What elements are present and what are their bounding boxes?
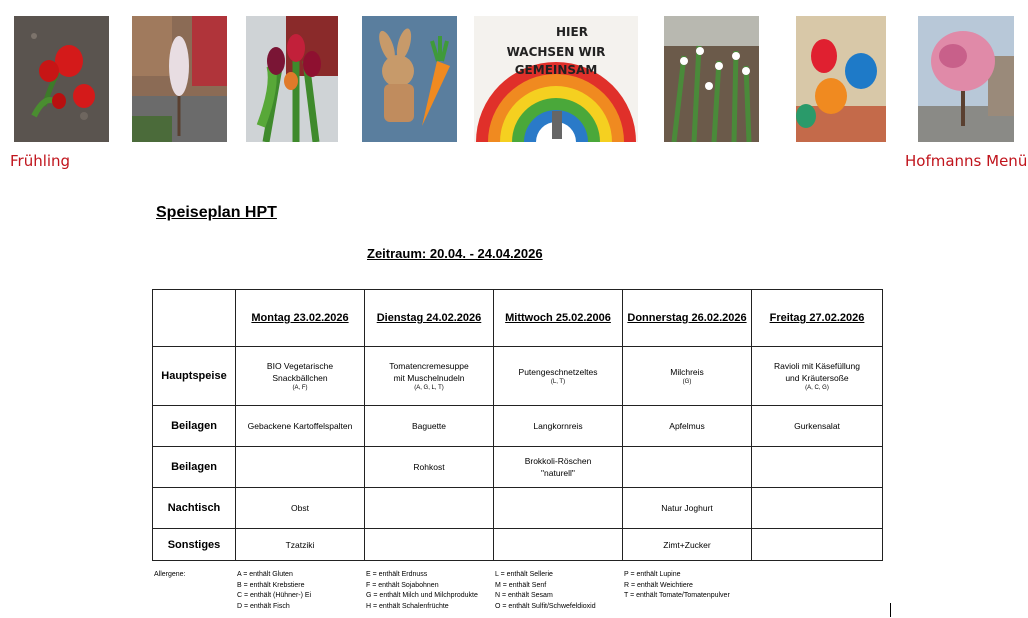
- menu-cell: Gebackene Kartoffelspalten: [236, 406, 365, 447]
- allergen-entry: O = enthält Sulfit/Schwefeldioxid: [495, 602, 596, 610]
- menu-cell: Natur Joghurt: [623, 488, 752, 529]
- pink-blossom-tree-photo: [918, 16, 1014, 142]
- allergen-entry: N = enthält Sesam: [495, 592, 553, 599]
- menu-cell: Gurkensalat: [752, 406, 883, 447]
- allergen-tag: (G): [682, 379, 692, 385]
- menu-cell: Brokkoli-Röschen "naturell": [494, 447, 623, 488]
- tulip-bouquet-photo: [246, 16, 338, 142]
- rainbow-text-2: WACHSEN WIR: [506, 45, 606, 59]
- allergen-entry: L = enthält Sellerie: [495, 571, 553, 578]
- period-label: Zeitraum: 20.04. - 24.04.2026: [367, 246, 543, 261]
- header-left-label: Frühling: [10, 152, 71, 170]
- row-label-nachtisch: Nachtisch: [153, 488, 236, 529]
- menu-cell: Zimt+Zucker: [623, 529, 752, 561]
- rainbow-text-1: HIER: [556, 25, 588, 39]
- allergen-entry: M = enthält Senf: [495, 581, 547, 589]
- rainbow-text-3: GEMEINSAM: [514, 63, 598, 77]
- menu-cell: Langkornreis: [494, 406, 623, 447]
- allergen-entry: R = enthält Weichtiere: [624, 581, 693, 589]
- allergen-tag: (L, T): [550, 379, 566, 385]
- menu-cell: Milchreis (G): [623, 347, 752, 406]
- allergen-entry: B = enthält Krebstiere: [237, 581, 305, 589]
- row-label-beilagen: Beilagen: [153, 406, 236, 447]
- day-header-thursday: Donnerstag 26.02.2026: [623, 290, 752, 347]
- rainbow-poster-photo: [474, 16, 638, 142]
- page-title: Speiseplan HPT: [156, 204, 277, 221]
- blossom-tree-building-photo: [132, 16, 227, 142]
- allergens-column-4: [624, 570, 730, 602]
- allergen-tag: (A, C, G): [805, 385, 829, 391]
- menu-cell: [494, 529, 623, 561]
- menu-cell: Obst: [236, 488, 365, 529]
- corner-cell: [153, 290, 236, 347]
- allergen-entry: C = enthält (Hühner-) Ei: [237, 592, 312, 599]
- day-header-monday: Montag 23.02.2026: [236, 290, 365, 347]
- allergen-entry: G = enthält Milch und Milchprodukte: [366, 592, 478, 599]
- menu-cell: Baguette: [365, 406, 494, 447]
- allergen-entry: P = enthält Lupine: [624, 571, 681, 578]
- menu-cell: [236, 447, 365, 488]
- allergens-column-3: [495, 570, 596, 612]
- menu-cell: BIO Vegetarische Snackbällchen (A, F): [236, 347, 365, 406]
- row-label-hauptspeise: Hauptspeise: [153, 347, 236, 406]
- bunny-icon: [362, 16, 457, 142]
- allergen-entry: A = enthält Gluten: [237, 571, 293, 578]
- menu-cell: Tomatencremesuppe mit Muschelnudeln (A, G, L, T): [365, 347, 494, 406]
- allergen-tag: (A, G, L, T): [414, 385, 444, 391]
- tree-icon: [918, 16, 1014, 142]
- menu-cell: Ravioli mit Käsefüllung und Kräutersoße (A, C, G): [752, 347, 883, 406]
- allergen-entry: H = enthält Schalenfrüchte: [366, 602, 449, 610]
- menu-table: [152, 289, 883, 561]
- menu-cell: [365, 488, 494, 529]
- easter-eggs-photo: [796, 16, 886, 142]
- allergens-column-2: [366, 570, 478, 612]
- day-header-wednesday: Mittwoch 25.02.2006: [494, 290, 623, 347]
- table-row: [153, 406, 883, 447]
- flower-icon: [664, 16, 759, 142]
- allergens-label: Allergene:: [154, 571, 186, 578]
- menu-cell: [365, 529, 494, 561]
- allergen-entry: F = enthält Sojabohnen: [366, 581, 439, 589]
- table-row: [153, 447, 883, 488]
- tree-icon: [132, 16, 227, 142]
- header-right-label: Hofmanns Menü: [905, 152, 1028, 170]
- menu-cell: Putengeschnetzeltes (L, T): [494, 347, 623, 406]
- menu-cell: [494, 488, 623, 529]
- menu-cell: [752, 447, 883, 488]
- menu-cell: [752, 529, 883, 561]
- menu-cell: [752, 488, 883, 529]
- allergen-entry: D = enthält Fisch: [237, 602, 290, 610]
- bunny-carrot-craft-photo: [362, 16, 457, 142]
- menu-cell: Apfelmus: [623, 406, 752, 447]
- allergen-entry: E = enthält Erdnuss: [366, 571, 428, 578]
- tulip-icon: [246, 16, 338, 142]
- allergens-column-1: [237, 570, 311, 612]
- day-header-tuesday: Dienstag 24.02.2026: [365, 290, 494, 347]
- row-label-beilagen-2: Beilagen: [153, 447, 236, 488]
- rainbow-icon: [474, 16, 638, 142]
- table-row: [153, 347, 883, 406]
- allergen-tag: (A, F): [292, 385, 308, 391]
- table-row: [153, 488, 883, 529]
- allergen-entry: T = enthält Tomate/Tomatenpulver: [624, 592, 730, 599]
- tulip-icon: [14, 16, 109, 142]
- red-tulips-photo: [14, 16, 109, 142]
- row-label-sonstiges: Sonstiges: [153, 529, 236, 561]
- text-cursor: [890, 603, 891, 617]
- menu-cell: Tzatziki: [236, 529, 365, 561]
- egg-icon: [796, 16, 886, 142]
- table-row: [153, 529, 883, 561]
- menu-cell: [623, 447, 752, 488]
- menu-cell: Rohkost: [365, 447, 494, 488]
- snowdrops-photo: [664, 16, 759, 142]
- day-header-friday: Freitag 27.02.2026: [752, 290, 883, 347]
